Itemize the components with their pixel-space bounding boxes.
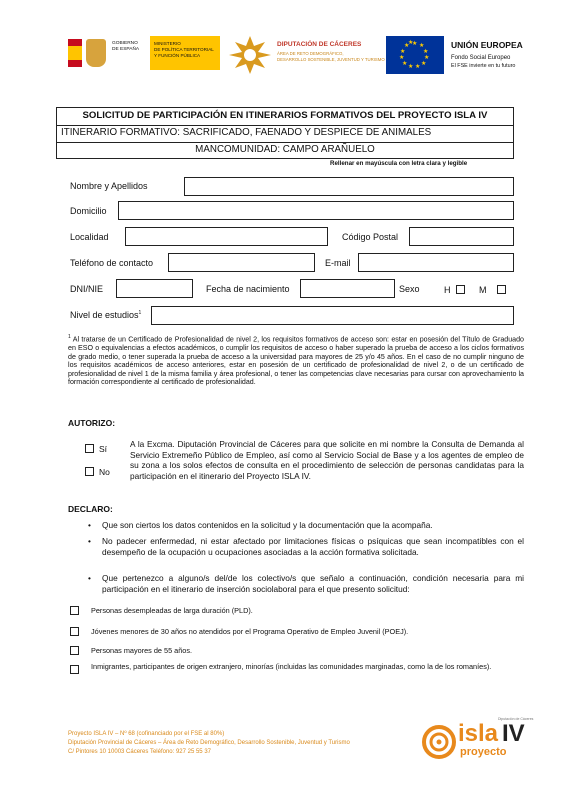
gobierno-logo [68, 36, 220, 76]
colectivo-inmigrantes-checkbox[interactable] [70, 665, 79, 674]
domicilio-field[interactable] [118, 201, 514, 220]
localidad-label: Localidad [70, 232, 109, 242]
diputacion-title: DIPUTACIÓN DE CÁCERES [277, 41, 362, 48]
title-box [56, 107, 514, 159]
colectivo-pld-checkbox[interactable] [70, 606, 79, 615]
eu-sub2: El FSE invierte en tu futuro [451, 63, 516, 69]
autorizo-text: A la Excma. Diputación Provincial de Cáceres para que solicite en mi nombre la Consulta de Demanda al Servicio Extremeño Público de Empleo, así como al Servicio Social de Base y a los agentes de empleo de su zona a los solos efectos de consulta en el procedimiento de selección de personas candidatas para la participación en el itinerario del Proyecto ISLA IV. [130, 439, 524, 481]
sexo-m-label: M [479, 285, 487, 295]
gov-line2: DE ESPAÑA [112, 47, 140, 52]
eu-sub1: Fondo Social Europeo [451, 55, 511, 61]
localidad-field[interactable] [125, 227, 328, 246]
email-label: E-mail [325, 258, 351, 268]
sexo-m-checkbox[interactable] [497, 285, 506, 294]
eu-title: UNIÓN EUROPEA [451, 40, 523, 50]
footnote-marker: 1 [68, 334, 71, 340]
svg-text:★: ★ [408, 63, 414, 70]
svg-text:★: ★ [408, 39, 414, 46]
autorizo-si-label: Sí [99, 444, 108, 454]
ministry-line3: Y FUNCIÓN PÚBLICA [154, 53, 201, 58]
declaro-bullet-1-text: Que son ciertos los datos contenidos en la solicitud y la documentación que la acompaña. [102, 520, 433, 530]
itinerario-line: ITINERARIO FORMATIVO: SACRIFICADO, FAENADO Y DESPIECE DE ANIMALES [61, 127, 432, 138]
footnote-text: Al tratarse de un Certificado de Profesionalidad de nivel 2, los requisitos formativos de acceso son: estar en posesión del Título de Graduado en ESO o equivalencias a efectos académicos, o cumplir los requisitos de acceso o haber superado la prueba de acceso a los ciclos formativos de grado medio, o tener superada la prueba de acceso a la universidad para mayores de 25 y/o 45 años. En el caso de no cumplir ninguno de los requisitos académicos de acceso anteriores, estar en posesión de un certificado de profesionalidad de nivel 2, o de un certificado de profesionalidad de nivel 1 de la misma familia y área profesional, o tener las competencias clave necesarias para cursar con aprovechamiento la formación correspondiente al certificado de profesionalidad. [68, 335, 524, 387]
colectivo-poej-checkbox[interactable] [70, 627, 79, 636]
telefono-field[interactable] [168, 253, 315, 272]
autorizo-no-checkbox[interactable] [85, 467, 94, 476]
fecha-label: Fecha de nacimiento [206, 284, 290, 294]
svg-text:★: ★ [402, 60, 408, 67]
isla-swirl-icon [422, 725, 456, 759]
svg-text:★: ★ [423, 48, 429, 55]
instruction-text: Rellenar en mayúscula con letra clara y legible [330, 160, 468, 167]
logo-tag: Diputación de Cáceres [498, 717, 534, 721]
spain-flag-icon [68, 39, 82, 67]
ministry-line2: DE POLÍTICA TERRITORIAL [154, 47, 214, 52]
diputacion-emblem-icon [225, 34, 275, 76]
footer-line1: Proyecto ISLA IV – Nº 68 (cofinanciado por el FSE al 80%) [68, 731, 225, 737]
nivel-field[interactable] [151, 306, 514, 325]
form-title: SOLICITUD DE PARTICIPACIÓN EN ITINERARIOS FORMATIVOS DEL PROYECTO ISLA IV [82, 110, 488, 121]
eu-logo [386, 32, 536, 80]
autorizo-heading: AUTORIZO: [68, 418, 116, 428]
colectivo-pld-label: Personas desempleadas de larga duración (PLD). [91, 606, 253, 615]
codigo-postal-label: Código Postal [342, 232, 399, 242]
email-field[interactable] [358, 253, 514, 272]
isla-iv-logo [422, 717, 532, 767]
footer-line3: C/ Pintores 10 10003 Cáceres Teléfono: 927 25 55 37 [68, 749, 211, 755]
dni-field[interactable] [116, 279, 193, 298]
sexo-h-label: H [444, 285, 451, 295]
svg-text:★: ★ [424, 54, 430, 61]
diputacion-sub1: ÁREA DE RETO DEMOGRÁFICO, [277, 51, 344, 56]
ministry-line1: MINISTERIO [154, 41, 181, 46]
declaro-bullet-2-text: No padecer enfermedad, ni estar afectado por limitaciones físicas o psíquicas que sean incompatibles con el desempeño de la ocupación u ocupaciones asociadas a la acción formativa solicitada. [102, 536, 524, 557]
svg-text:★: ★ [400, 48, 406, 55]
fecha-field[interactable] [300, 279, 395, 298]
nombre-field[interactable] [184, 177, 514, 196]
declaro-bullet-3-text: Que pertenezco a alguno/s del/de los colectivo/s que señalo a continuación, condición necesaria para mi participación en el itinerario de inserción sociolaboral para el que presento solicitud: [102, 573, 524, 594]
coat-of-arms-icon [86, 39, 106, 67]
svg-text:★: ★ [399, 54, 405, 61]
footnote [68, 333, 524, 387]
autorizo-no-label: No [99, 467, 110, 477]
diputacion-logo [225, 34, 385, 78]
declaro-bullet-3: • Que pertenezco a alguno/s del/de los colectivo/s que señalo a continuación, condición necesaria para mi participación en el itinerario de inserción sociolaboral para el que presento solicitud: [88, 573, 524, 594]
colectivo-poej-label: Jóvenes menores de 30 años no atendidos por el Programa Operativo de Empleo Juvenil (POEJ). [91, 627, 409, 636]
svg-text:★: ★ [421, 60, 427, 67]
eu-flag-icon [386, 36, 444, 74]
nivel-footnote-ref: 1 [138, 310, 142, 316]
svg-text:★: ★ [415, 63, 421, 70]
sexo-h-checkbox[interactable] [456, 285, 465, 294]
nombre-label: Nombre y Apellidos [70, 181, 148, 191]
sexo-label: Sexo [399, 284, 420, 294]
svg-text:★: ★ [419, 42, 425, 49]
logo-proyecto-word: proyecto [460, 746, 507, 758]
mancomunidad-line: MANCOMUNIDAD: CAMPO ARAÑUELO [195, 144, 375, 155]
declaro-bullet-2: • No padecer enfermedad, ni estar afectado por limitaciones físicas o psíquicas que sean incompatibles con el desempeño de la ocupación u ocupaciones asociadas a la acción formativa solicitada. [88, 536, 524, 557]
svg-text:★: ★ [404, 42, 410, 49]
colectivo-55-checkbox[interactable] [70, 646, 79, 655]
telefono-label: Teléfono de contacto [70, 258, 154, 268]
declaro-heading: DECLARO: [68, 504, 113, 514]
colectivo-inmigrantes-label: Inmigrantes, participantes de origen extranjero, minorías (incluidas las comunidades marginadas, como la de los romaníes). [91, 662, 492, 671]
declaro-bullet-1: • Que son ciertos los datos contenidos en la solicitud y la documentación que la acompaña. [88, 520, 524, 531]
dni-label: DNI/NIE [70, 284, 104, 294]
gov-line1: GOBIERNO [112, 41, 138, 46]
diputacion-sub2: DESARROLLO SOSTENIBLE, JUVENTUD Y TURISMO [277, 57, 385, 62]
svg-text:★: ★ [412, 40, 418, 47]
domicilio-label: Domicilio [70, 206, 107, 216]
logo-iv-word: IV [502, 720, 525, 747]
codigo-postal-field[interactable] [409, 227, 514, 246]
footer-line2: Diputación Provincial de Cáceres – Área de Reto Demográfico, Desarrollo Sostenible, Juventud y Turismo [68, 740, 350, 746]
nivel-label [70, 310, 141, 320]
nivel-label-text: Nivel de estudios [70, 310, 139, 320]
autorizo-si-checkbox[interactable] [85, 444, 94, 453]
colectivo-55-label: Personas mayores de 55 años. [91, 646, 192, 655]
footer-text [68, 730, 398, 757]
logo-isla-word: isla [458, 720, 499, 747]
